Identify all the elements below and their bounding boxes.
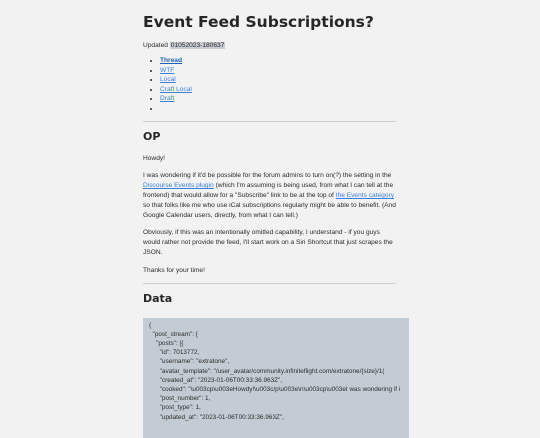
nav-link-local[interactable]: Local [160,76,176,84]
nav-link-thread[interactable]: Thread [160,57,182,64]
nav-item-craft-local [160,85,409,95]
op-paragraph-thanks: Thanks for your time! [143,266,205,274]
json-code-block[interactable]: { "post_stream": { "posts": [{ "id": 7013772, "username": "extratone", "avatar_template": "/user_avatar/community.infiniteflight.com/extratone/{size}/1( "created_at": "2023-01-06T00:33:36.963Z", "cooked": "\u003cp\u003eHowdy!\u003c/p\u003e\n\u003cp\u003eI was wondering if i "post_number": 1, "post_type": 1, "updated_at": "2023-01-06T00:33:36.963Z", [143,318,409,438]
updated-label: Updated [143,42,168,49]
op-section [143,130,409,276]
events-category-link[interactable]: the Events category [335,191,394,199]
nav-link-wtf[interactable]: WTF [160,66,175,74]
nav-item-draft [160,94,409,104]
op-text-3: so that folks like me who use iCal subscriptions regularly might be able to benefit. (And Google Calendar users, directly, from what I can tell.) [143,201,396,219]
nav-item-wtf [160,66,409,76]
discourse-events-plugin-link[interactable]: Discourse Events plugin [143,182,214,190]
op-paragraph-obviously: Obviously, if this was an intentionally omitted capability, I understand - if you guys would rather not provide the feed, I'll start work on a Siri Shortcut that just scrapes the JSON. [143,229,393,256]
nav-list [143,56,409,114]
nav-item-local [160,75,409,85]
divider [143,121,396,122]
op-text-1: I was wondering if it'd be possible for the forum admins to turn on(?) the setting in the [143,172,392,180]
op-text-2: (which I'm assuming is being used, from what I can tell at the frontend) that would allow for a "Subscribe" link to be at the top of [143,182,394,199]
nav-link-draft[interactable]: Draft [160,95,175,103]
nav-item-empty [160,104,409,114]
page-content [143,0,409,438]
op-paragraph-greeting: Howdy! [143,154,165,162]
op-heading: OP [143,129,161,143]
page-title: Event Feed Subscriptions? [143,13,374,31]
updated-timestamp: 01052023-180637 [170,42,225,49]
updated-line [143,41,409,50]
data-heading: Data [143,291,173,305]
nav-item-thread [160,56,409,66]
divider [143,283,396,284]
nav-link-craft-local[interactable]: Craft Local [160,85,192,93]
op-paragraph-request [143,171,396,220]
